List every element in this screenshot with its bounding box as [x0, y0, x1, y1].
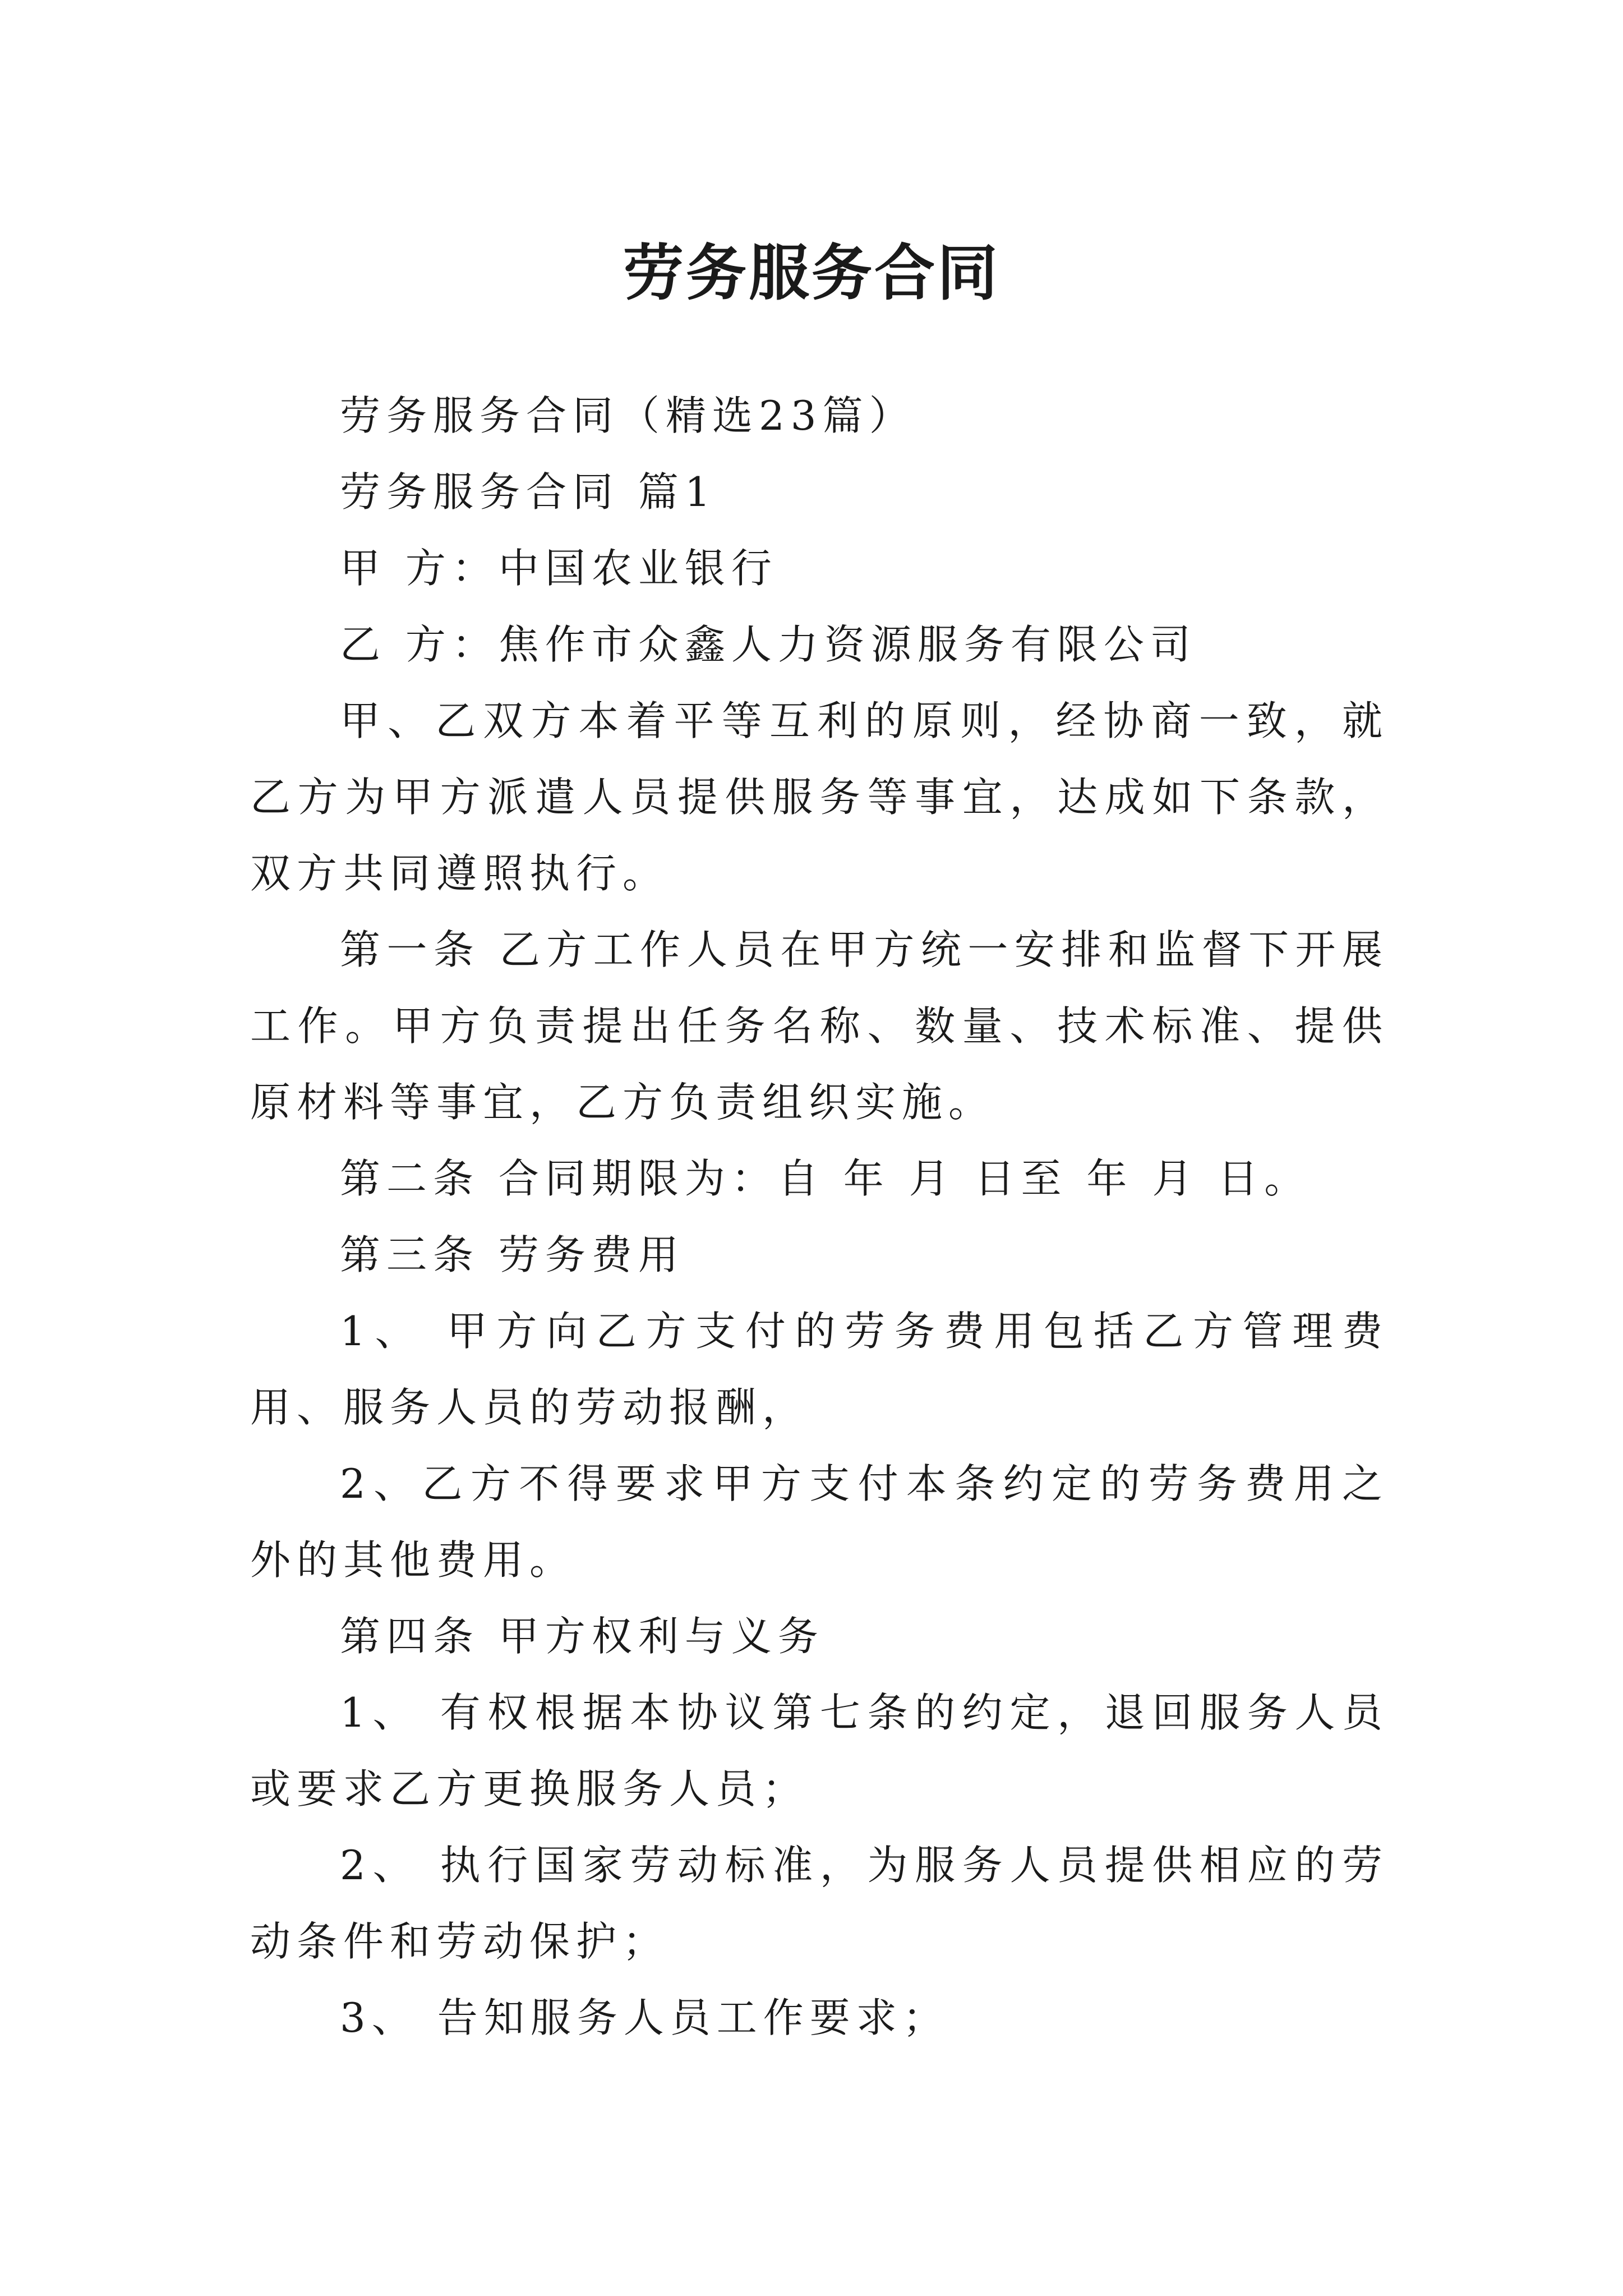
- paragraph-preamble: 甲、乙双方本着平等互利的原则，经协商一致，就乙方为甲方派遣人员提供服务等事宜，达成如下条款，双方共同遵照执行。: [250, 697, 1389, 897]
- paragraph-article-3-item-1: 1、 甲方向乙方支付的劳务费用包括乙方管理费用、服务人员的劳动报酬，: [250, 1308, 1389, 1431]
- paragraph-article-3-heading: 第三条 劳务费用: [340, 1231, 685, 1278]
- paragraph-article-4-item-3: 3、 告知服务人员工作要求；: [340, 1994, 949, 2041]
- paragraph-article-3-item-2: 2、乙方不得要求甲方支付本条约定的劳务费用之外的其他费用。: [250, 1460, 1389, 1584]
- document-title: 劳务服务合同: [623, 238, 1000, 309]
- paragraph-section-heading: 劳务服务合同 篇1: [340, 468, 717, 516]
- paragraph-party-a: 甲 方：中国农业银行: [340, 545, 778, 592]
- paragraph-article-1: 第一条 乙方工作人员在甲方统一安排和监督下开展工作。甲方负责提出任务名称、数量、技术标准、提供原材料等事宜，乙方负责组织实施。: [250, 926, 1389, 1126]
- paragraph-article-4-heading: 第四条 甲方权利与义务: [340, 1613, 824, 1660]
- paragraph-collection-title: 劳务服务合同（精选23篇）: [340, 392, 916, 439]
- paragraph-article-4-item-2: 2、 执行国家劳动标准，为服务人员提供相应的劳动条件和劳动保护；: [250, 1842, 1389, 1965]
- paragraph-article-2: 第二条 合同期限为：自 年 月 日至 年 月 日。: [340, 1155, 1311, 1202]
- paragraph-party-b: 乙 方：焦作市众鑫人力资源服务有限公司: [340, 621, 1197, 668]
- document-body: [250, 378, 1389, 2056]
- paragraph-article-4-item-1: 1、 有权根据本协议第七条的约定，退回服务人员或要求乙方更换服务人员；: [250, 1689, 1389, 1812]
